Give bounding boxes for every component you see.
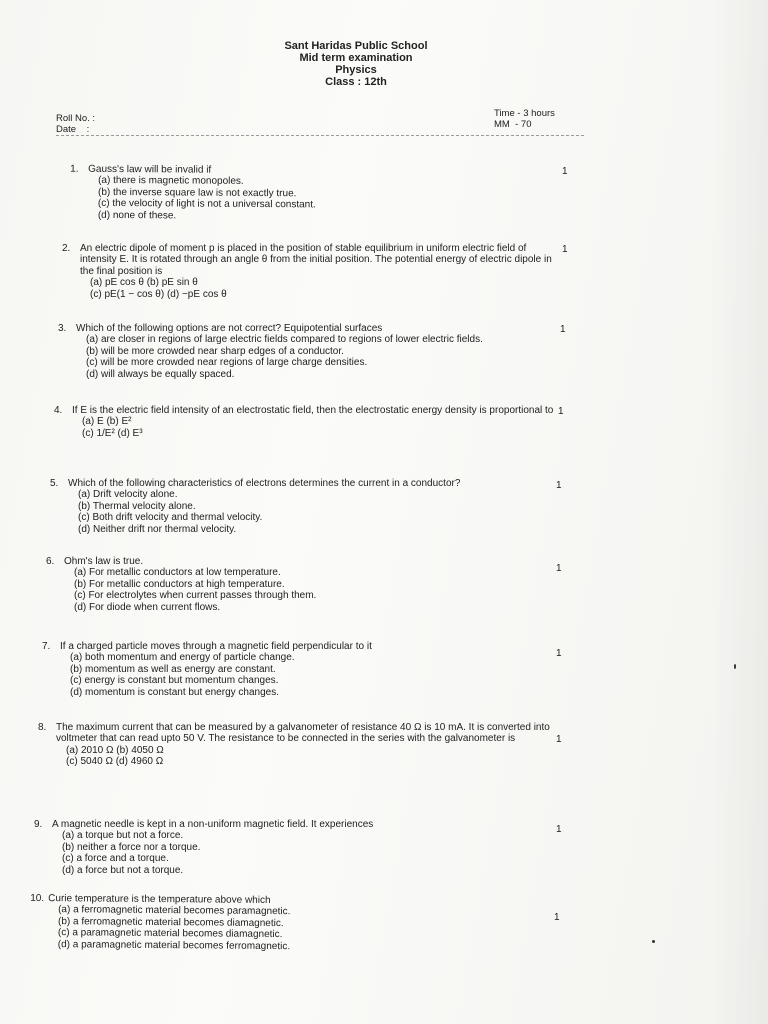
option: (b) will be more crowded near sharp edges of a conductor.	[86, 345, 344, 357]
option: (b) For metallic conductors at high temperature.	[74, 578, 285, 590]
option: (a) For metallic conductors at low temperature.	[74, 567, 281, 579]
option: (a) are closer in regions of large electric fields compared to regions of lower electric fields.	[86, 334, 483, 346]
header-divider	[56, 135, 584, 136]
option: (c) energy is constant but momentum changes.	[70, 675, 279, 687]
question-9	[34, 819, 514, 876]
question-7	[42, 641, 502, 698]
subject-title: Physics	[335, 64, 377, 76]
question-text: The maximum current that can be measured by a galvanometer of resistance 40 Ω is 10 mA. It is converted into voltmeter that can read upto 50 V. The resistance to be connected in the series with the galvanometer is	[56, 722, 550, 745]
option: (b) neither a force nor a torque.	[62, 841, 201, 853]
question-5	[50, 478, 530, 535]
option: (c) a paramagnetic material becomes diamagnetic.	[57, 927, 283, 941]
meta-right	[494, 108, 555, 130]
option: (a) a ferromagnetic material becomes paramagnetic.	[58, 904, 291, 918]
question-8	[38, 722, 558, 768]
question-mark: 1	[554, 912, 560, 923]
question-text: Curie temperature is the temperature above which	[48, 893, 271, 907]
option: (a) 2010 Ω (b) 4050 Ω	[66, 744, 164, 756]
option: (c) will be more crowded near regions of large charge densities.	[86, 357, 368, 369]
question-text: A magnetic needle is kept in a non-uniform magnetic field. It experiences	[52, 819, 374, 830]
question-3	[58, 323, 538, 380]
option: (d) a force but not a torque.	[62, 864, 184, 876]
option: (c) the velocity of light is not a universal constant.	[97, 198, 316, 211]
option: (a) both momentum and energy of particle change.	[70, 652, 295, 664]
question-number: 6.	[46, 556, 55, 567]
option: (c) For electrolytes when current passes through them.	[74, 590, 317, 602]
question-number: 2.	[62, 243, 71, 254]
school-name: Sant Haridas Public School	[284, 40, 428, 52]
exam-title: Mid term examination	[299, 52, 413, 64]
question-mark: 1	[562, 166, 568, 177]
option: (d) a paramagnetic material becomes ferromagnetic.	[57, 938, 291, 952]
question-number: 9.	[34, 819, 43, 830]
question-text: Ohm's law is true.	[64, 556, 144, 567]
option: (c) a force and a torque.	[62, 853, 169, 865]
max-marks-label: MM - 70	[494, 119, 532, 130]
option: (a) E (b) E²	[82, 416, 132, 428]
question-number: 10.	[30, 892, 45, 905]
question-mark: 1	[560, 324, 566, 335]
option: (c) 5040 Ω (d) 4960 Ω	[66, 756, 164, 768]
option: (c) 1/E² (d) E³	[82, 427, 143, 439]
option: (d) will always be equally spaced.	[86, 368, 235, 380]
question-number: 1.	[70, 163, 79, 175]
option: (d) Neither drift nor thermal velocity.	[78, 523, 237, 535]
option: (b) momentum as well as energy are constant.	[70, 663, 276, 675]
question-number: 3.	[58, 323, 67, 334]
question-10	[30, 893, 510, 954]
paper-edge-shadow	[708, 0, 768, 1024]
question-mark: 1	[558, 406, 564, 417]
question-4	[54, 405, 554, 439]
class-title: Class : 12th	[325, 76, 387, 88]
option: (d) momentum is constant but energy changes.	[70, 686, 279, 698]
question-text: Which of the following characteristics of electrons determines the current in a conductor?	[68, 478, 461, 489]
question-2	[62, 243, 562, 300]
option: (b) Thermal velocity alone.	[78, 500, 196, 512]
option: (b) the inverse square law is not exactly true.	[97, 186, 297, 200]
question-mark: 1	[556, 648, 562, 659]
question-number: 8.	[38, 722, 47, 733]
question-number: 4.	[54, 405, 63, 416]
meta-left	[56, 113, 95, 135]
question-number: 5.	[50, 478, 59, 489]
date-label: Date :	[56, 124, 90, 135]
question-number: 7.	[42, 641, 51, 652]
option: (a) there is magnetic monopoles.	[98, 175, 244, 188]
question-text: Gauss's law will be invalid if	[88, 163, 212, 176]
question-mark: 1	[556, 734, 562, 745]
question-mark: 1	[556, 824, 562, 835]
option: (b) a ferromagnetic material becomes diamagnetic.	[57, 915, 284, 929]
ink-speck	[652, 940, 655, 943]
option: (a) Drift velocity alone.	[78, 489, 178, 501]
option: (a) pE cos θ (b) pE sin θ	[90, 277, 198, 289]
question-mark: 1	[556, 480, 562, 491]
question-mark: 1	[556, 563, 562, 574]
question-text: If a charged particle moves through a magnetic field perpendicular to it	[60, 641, 372, 652]
question-text: If E is the electric field intensity of an electrostatic field, then the electrostatic energy density is proportional to	[72, 405, 554, 416]
option: (d) none of these.	[97, 209, 177, 222]
roll-no-label: Roll No. :	[56, 113, 96, 124]
question-mark: 1	[562, 244, 568, 255]
question-1	[70, 164, 450, 224]
option: (a) a torque but not a force.	[62, 830, 184, 842]
option: (c) Both drift velocity and thermal velocity.	[78, 512, 263, 524]
option: (c) pE(1 − cos θ) (d) −pE cos θ	[90, 288, 227, 300]
question-text: Which of the following options are not correct? Equipotential surfaces	[76, 323, 383, 334]
question-text: An electric dipole of moment p is placed in the position of stable equilibrium in uniform electric field of intensity E. It is rotated through an angle θ from the initial position. The potential energy of electric dipole in the final position is	[80, 243, 552, 277]
paper-header	[0, 40, 712, 88]
time-label: Time - 3 hours	[494, 108, 555, 119]
ink-speck	[734, 664, 736, 669]
option: (d) For diode when current flows.	[74, 601, 221, 613]
question-6	[46, 556, 506, 613]
